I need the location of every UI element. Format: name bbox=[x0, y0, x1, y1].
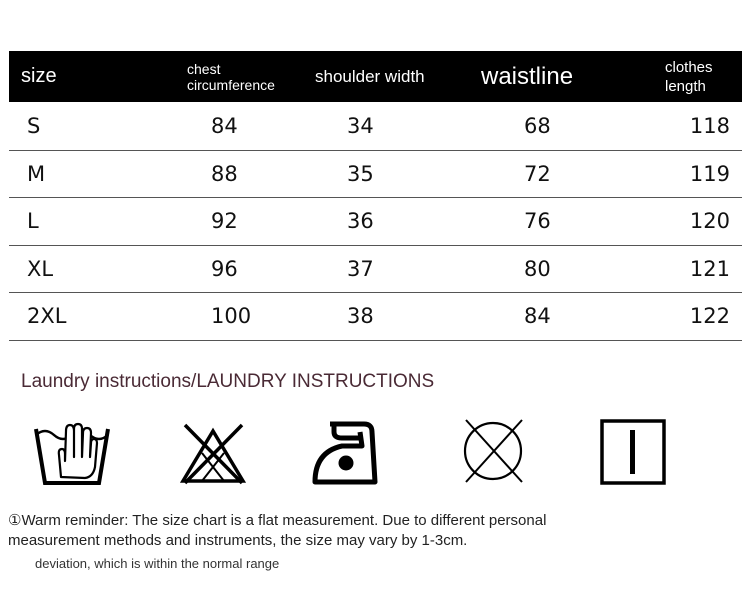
cell-waist: 68 bbox=[481, 102, 665, 150]
laundry-heading: Laundry instructions/LAUNDRY INSTRUCTIONS bbox=[21, 371, 435, 392]
cell-waist: 72 bbox=[481, 150, 665, 198]
table-row bbox=[9, 150, 742, 198]
header-waist: waistline bbox=[481, 62, 574, 90]
cell-size: XL bbox=[9, 245, 187, 293]
cell-size: S bbox=[9, 102, 187, 150]
cell-chest: 96 bbox=[187, 245, 315, 293]
hand-wash-icon bbox=[33, 421, 111, 487]
cell-waist: 84 bbox=[481, 293, 665, 341]
cell-shoulder: 38 bbox=[315, 293, 481, 341]
reminder-deviation: deviation, which is within the normal range bbox=[35, 556, 280, 571]
do-not-dry-clean-icon bbox=[459, 417, 527, 485]
cell-waist: 76 bbox=[481, 198, 665, 246]
table-row bbox=[9, 198, 742, 246]
reminder-line-1: ①Warm reminder: The size chart is a flat measurement. Due to different personal bbox=[8, 512, 547, 529]
cell-chest: 88 bbox=[187, 150, 315, 198]
header-chest-line2: circumference bbox=[187, 76, 275, 93]
size-chart-table bbox=[9, 51, 742, 341]
line-dry-icon bbox=[600, 419, 666, 485]
warm-reminder bbox=[8, 511, 708, 551]
size-chart-header-row bbox=[9, 51, 742, 102]
table-row bbox=[9, 102, 742, 150]
header-shoulder: shoulder width bbox=[315, 66, 425, 86]
cell-size: M bbox=[9, 150, 187, 198]
header-chest bbox=[187, 51, 315, 102]
cell-waist: 80 bbox=[481, 245, 665, 293]
cell-length: 122 bbox=[665, 293, 742, 341]
cell-length: 121 bbox=[665, 245, 742, 293]
cell-shoulder: 34 bbox=[315, 102, 481, 150]
cell-shoulder: 36 bbox=[315, 198, 481, 246]
table-row bbox=[9, 293, 742, 341]
cell-size: 2XL bbox=[9, 293, 187, 341]
iron-medium-heat-icon bbox=[312, 418, 382, 486]
header-length-line1: clothes bbox=[665, 58, 713, 76]
cell-shoulder: 37 bbox=[315, 245, 481, 293]
do-not-bleach-icon bbox=[180, 423, 246, 485]
header-size: size bbox=[21, 65, 57, 87]
cell-chest: 100 bbox=[187, 293, 315, 341]
header-chest-line1: chest bbox=[187, 60, 221, 77]
cell-chest: 92 bbox=[187, 198, 315, 246]
header-length-line2: length bbox=[665, 77, 706, 95]
cell-size: L bbox=[9, 198, 187, 246]
cell-length: 120 bbox=[665, 198, 742, 246]
cell-length: 119 bbox=[665, 150, 742, 198]
header-length bbox=[665, 51, 742, 102]
cell-length: 118 bbox=[665, 102, 742, 150]
cell-chest: 84 bbox=[187, 102, 315, 150]
table-row bbox=[9, 245, 742, 293]
reminder-line-2: measurement methods and instruments, the size may vary by 1-3cm. bbox=[8, 532, 468, 549]
cell-shoulder: 35 bbox=[315, 150, 481, 198]
